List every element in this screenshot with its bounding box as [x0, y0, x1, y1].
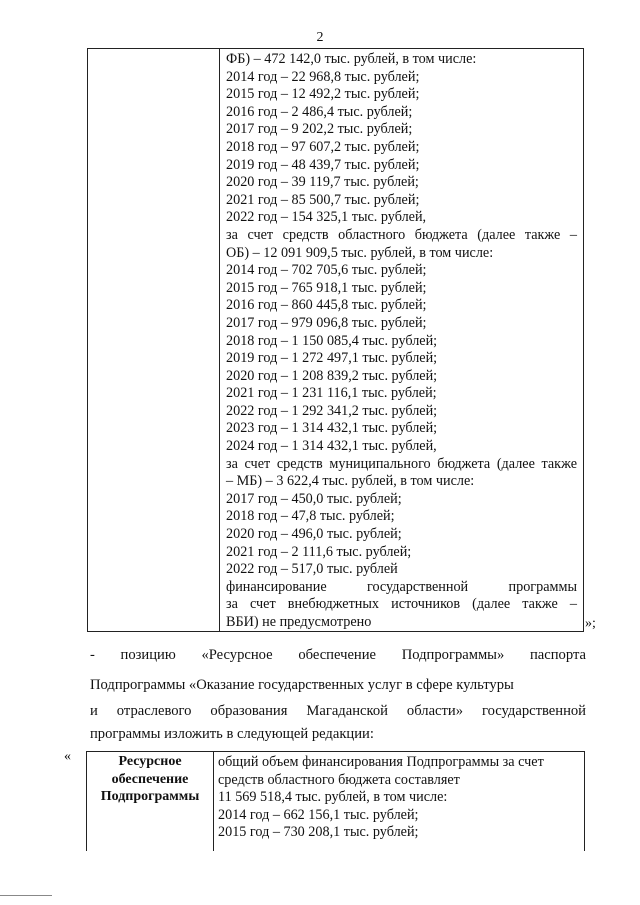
funding-line: 2015 год – 765 918,1 тыс. рублей;	[226, 279, 427, 296]
resource-line: общий объем финансирования Подпрограммы за счет	[218, 754, 544, 770]
amendment-paragraph-line: Подпрограммы «Оказание государственных услуг в сфере культуры	[90, 677, 514, 693]
opening-quote-mark: «	[64, 749, 71, 764]
funding-line: 2021 год – 85 500,7 тыс. рублей;	[226, 191, 420, 208]
row-header	[87, 753, 213, 806]
row-header-line: обеспечение	[111, 771, 189, 787]
funding-line: 2020 год – 1 208 839,2 тыс. рублей;	[226, 367, 438, 384]
funding-line: 2020 год – 496,0 тыс. рублей;	[226, 526, 402, 543]
table-column-divider	[213, 752, 214, 851]
funding-line: 2018 год – 47,8 тыс. рублей;	[226, 508, 395, 525]
table-column-divider	[219, 49, 220, 631]
funding-line: 2024 год – 1 314 432,1 тыс. рублей,	[226, 438, 437, 455]
amendment-paragraph-line: - позицию «Ресурсное обеспечение Подпрограммы» паспорта	[90, 647, 586, 663]
resource-provision-table	[86, 751, 585, 851]
funding-line: 2019 год – 1 272 497,1 тыс. рублей;	[226, 350, 438, 367]
resource-line: 11 569 518,4 тыс. рублей, в том числе:	[218, 789, 448, 806]
funding-line: 2022 год – 1 292 341,2 тыс. рублей;	[226, 402, 438, 419]
closing-quote-mark: »;	[585, 616, 596, 631]
funding-line: 2016 год – 2 486,4 тыс. рублей;	[226, 103, 413, 120]
amendment-paragraph-line: и отраслевого образования Магаданской области» государственной	[90, 703, 586, 719]
funding-line: 2014 год – 702 705,6 тыс. рублей;	[226, 262, 427, 279]
funding-line: 2017 год – 979 096,8 тыс. рублей;	[226, 314, 427, 331]
funding-line: 2015 год – 12 492,2 тыс. рублей;	[226, 86, 420, 103]
funding-line: 2022 год – 154 325,1 тыс. рублей,	[226, 209, 427, 226]
funding-line: ОБ) – 12 091 909,5 тыс. рублей, в том числе:	[226, 244, 494, 261]
resource-cell-text	[218, 754, 578, 842]
funding-line: – МБ) – 3 622,4 тыс. рублей, в том числе:	[226, 473, 475, 490]
funding-cell-text	[226, 51, 577, 632]
funding-line: 2021 год – 2 111,6 тыс. рублей;	[226, 543, 412, 560]
funding-line: 2014 год – 22 968,8 тыс. рублей;	[226, 68, 420, 85]
funding-line: 2017 год – 450,0 тыс. рублей;	[226, 490, 402, 507]
funding-line: ВБИ) не предусмотрено	[226, 614, 372, 630]
funding-line: 2023 год – 1 314 432,1 тыс. рублей;	[226, 420, 438, 437]
row-header-line: Ресурсное	[118, 754, 182, 769]
funding-line: финансирование государственной программы	[226, 578, 577, 595]
funding-line: за счет внебюджетных источников (далее также –	[226, 596, 577, 613]
row-header-line: Подпрограммы	[100, 789, 200, 804]
funding-line: 2018 год – 1 150 085,4 тыс. рублей;	[226, 332, 438, 349]
funding-table-continuation	[87, 48, 584, 632]
funding-line: 2016 год – 860 445,8 тыс. рублей;	[226, 297, 427, 314]
funding-line: 2021 год – 1 231 116,1 тыс. рублей;	[226, 385, 437, 402]
funding-line: 2022 год – 517,0 тыс. рублей	[226, 561, 398, 578]
funding-line: ФБ) – 472 142,0 тыс. рублей, в том числе:	[226, 51, 477, 67]
resource-line: 2014 год – 662 156,1 тыс. рублей;	[218, 806, 419, 823]
page-number: 2	[316, 30, 324, 45]
resource-line: средств областного бюджета составляет	[218, 771, 460, 788]
resource-line: 2015 год – 730 208,1 тыс. рублей;	[218, 824, 419, 841]
amendment-paragraph-line: программы изложить в следующей редакции:	[90, 726, 374, 742]
funding-line: 2020 год – 39 119,7 тыс. рублей;	[226, 174, 419, 191]
funding-line: за счет средств областного бюджета (далее также –	[226, 226, 577, 243]
funding-line: 2017 год – 9 202,2 тыс. рублей;	[226, 121, 413, 138]
funding-line: 2019 год – 48 439,7 тыс. рублей;	[226, 156, 420, 173]
page-edge-mark	[0, 895, 52, 896]
funding-line: 2018 год – 97 607,2 тыс. рублей;	[226, 138, 420, 155]
funding-line: за счет средств муниципального бюджета (далее также	[226, 455, 577, 472]
